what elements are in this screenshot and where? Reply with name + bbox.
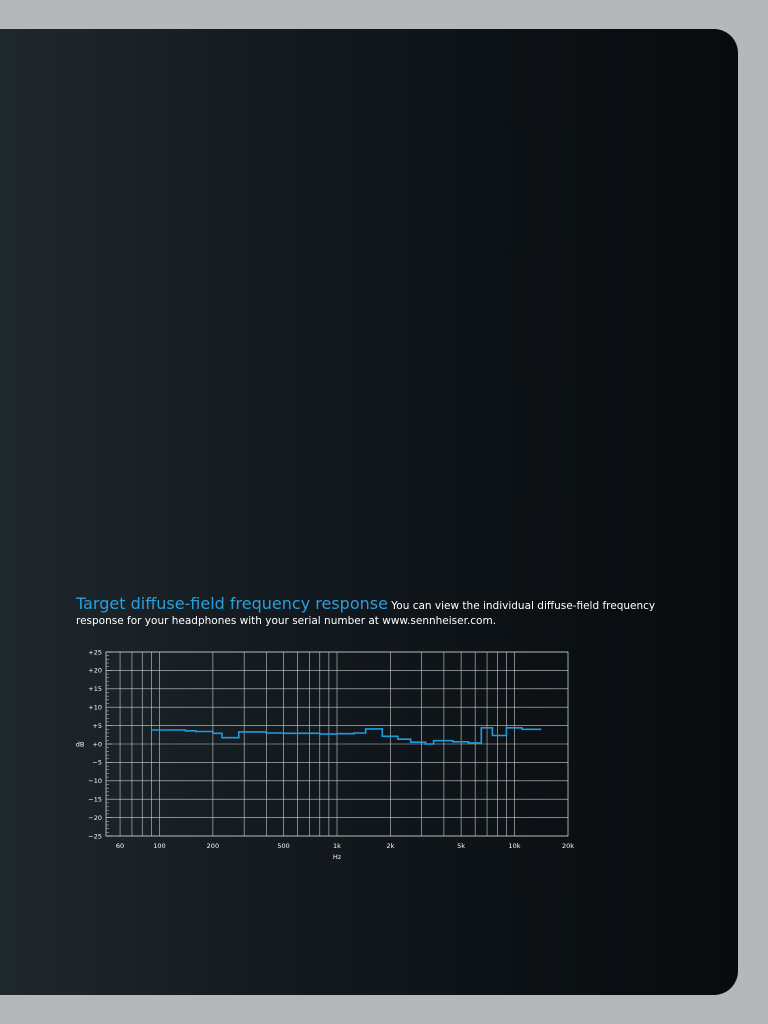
y-axis-label: dB	[75, 740, 85, 749]
x-tick-label: 500	[277, 842, 290, 850]
x-tick-labels	[116, 842, 574, 850]
chart-description-line2: response for your headphones with your serial number at www.sennheiser.com.	[76, 615, 497, 627]
x-tick-label: 100	[153, 842, 166, 850]
series-layer	[151, 728, 540, 744]
y-tick-label: +20	[88, 666, 102, 675]
x-tick-label: 20k	[561, 842, 575, 850]
chart-description-line1: You can view the individual diffuse-field frequency	[391, 600, 656, 612]
x-tick-label: 200	[206, 842, 220, 850]
y-tick-label: +15	[88, 685, 102, 694]
y-tick-label: −20	[88, 813, 102, 822]
x-tick-label: 1k	[333, 842, 341, 850]
chart-title: Target diffuse-field frequency response	[76, 594, 388, 613]
y-tick-label: −10	[88, 777, 102, 786]
y-tick-label: −15	[88, 795, 102, 804]
grid-lines	[106, 652, 568, 836]
y-tick-labels	[88, 648, 102, 840]
y-tick-label: +25	[88, 648, 102, 657]
y-tick-label: +0	[92, 740, 102, 749]
y-tick-label: +10	[88, 703, 102, 712]
y-tick-label: −5	[92, 758, 102, 767]
x-axis-label: Hz	[332, 853, 342, 861]
x-tick-label: 2k	[386, 842, 395, 850]
y-tick-label: −25	[88, 832, 102, 841]
y-tick-label: +5	[92, 721, 102, 730]
x-tick-label: 10k	[508, 842, 521, 850]
x-tick-label: 5k	[457, 842, 466, 850]
series-line	[151, 728, 540, 744]
x-tick-label: 60	[115, 842, 125, 850]
